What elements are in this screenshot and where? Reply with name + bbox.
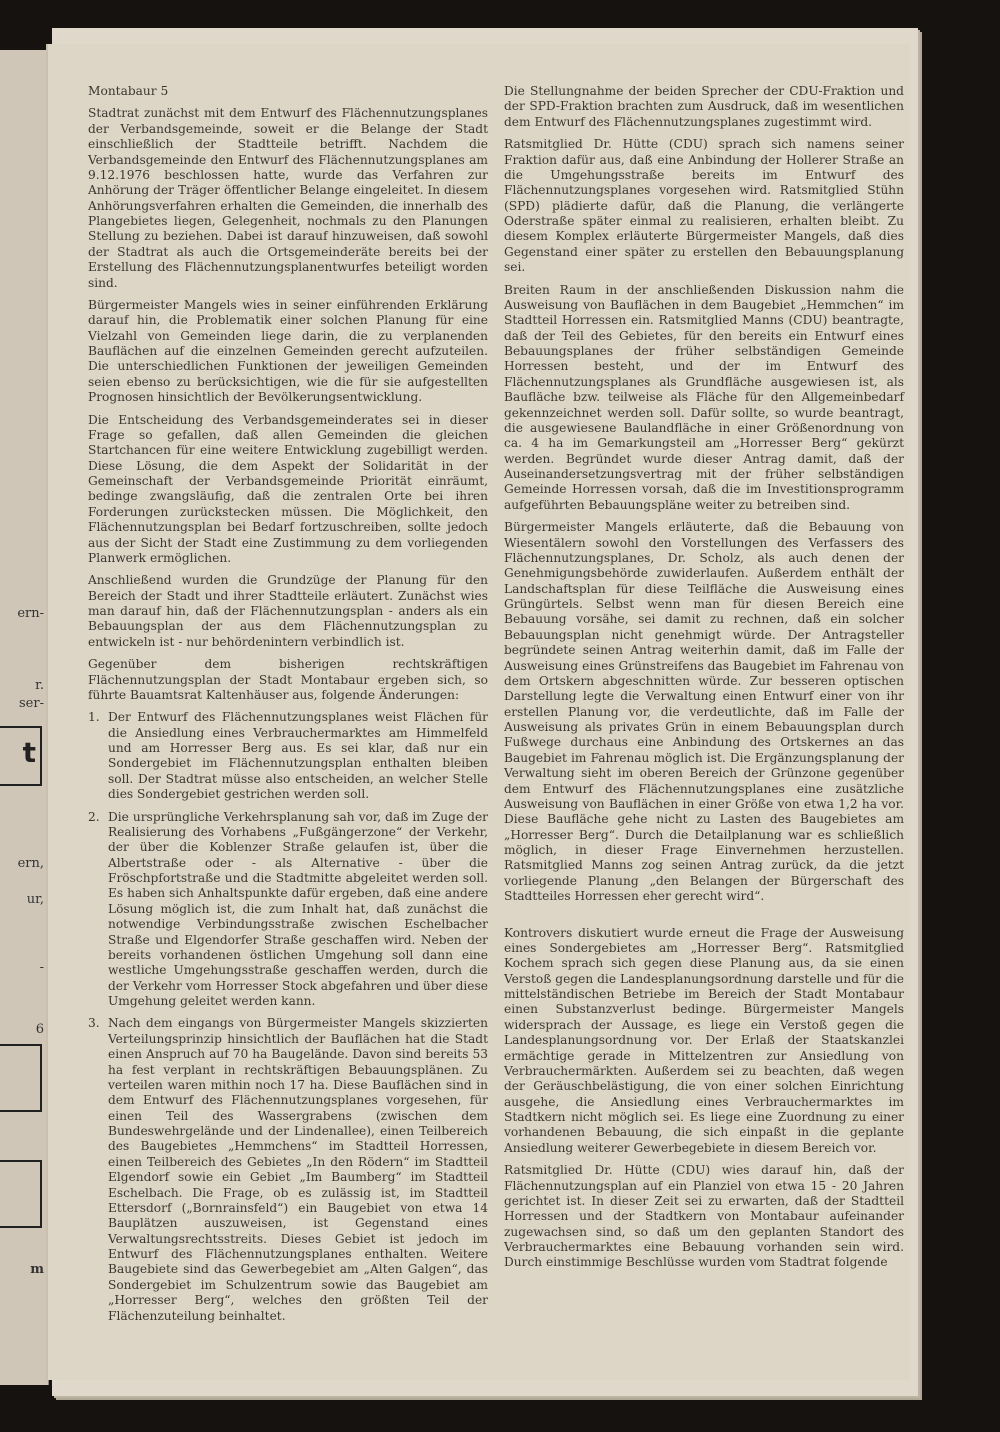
fragment-text: ur, [26, 892, 44, 907]
paragraph: Die Stellungnahme der beiden Sprecher der CDU-Fraktion und der SPD-Fraktion brachten zum Ausdruck, daß im wesentlichen dem Entwurf des Flächennutzungsplanes zugestimmt wird. [504, 84, 904, 129]
numbered-list [88, 710, 488, 1324]
fragment-text: ern, [17, 856, 44, 871]
item-text: Die ursprüngliche Verkehrsplanung sah vor, daß im Zuge der Realisierung des Vorhabens „Fußgängerzone“ der Verkehr, der über die Koblenzer Straße gelaufen ist, über die Albertstraße oder - als Alternative - über die Fröschpfortstraße und die Stadtmitte abgeleitet werden soll. Es haben sich Anhaltspunkte dafür ergeben, daß eine andere Lösung möglich ist, die zum Inhalt hat, daß zunächst die notwendige Verbindungsstraße zwischen Eschelbacher Straße und Elgendorfer Straße geschaffen wird. Neben der bereits vorhandenen östlichen Umgehung soll dann eine westliche Umgehungsstraße geschaffen werden, durch die der Verkehr vom Horresser Stock abgefahren und über diese Umgehung geleitet werden kann. [108, 809, 488, 1008]
fragment-text: 6 [35, 1022, 44, 1037]
adjacent-page-edge [0, 50, 49, 1385]
paragraph: Breiten Raum in der anschließenden Diskussion nahm die Ausweisung von Bauflächen in dem Baugebiet „Hemmchen“ im Stadtteil Horressen ein. Ratsmitglied Manns (CDU) beantragte, daß der Teil des Gebietes, für den bereits ein Entwurf eines Bebauungsplanes der früher selbständigen Gemeinde Horressen besteht, und der im Entwurf des Flächennutzungsplanes als Grundfläche ausgewiesen ist, als Baufläche bzw. teilweise als Fläche für den Allgemeinbedarf gekennzeichnet werden soll. Dafür sollte, so wurde beantragt, die ausgewiesene Baulandfläche in einer Größenordnung von ca. 4 ha im Gemarkungsteil am „Horresser Berg“ gekürzt werden. Begründet wurde dieser Antrag damit, daß der Auseinandersetzungsvertrag mit der früher selbständigen Gemeinde Horressen vorsah, daß die im Investitionsprogramm aufgeführten Bebauungspläne weiter zu betreiben sind. [504, 282, 904, 512]
box-frame [0, 1044, 42, 1112]
left-column [88, 84, 488, 1331]
item-text: Nach dem eingangs von Bürgermeister Mangels skizzierten Verteilungsprinzip hinsichtlich der Bauflächen hat die Stadt einen Anspruch auf 70 ha Baugelände. Davon sind bereits 53 ha fest verplant in rechtskräftigen Bebauungsplänen. Zu verteilen waren mithin noch 17 ha. Diese Bauflächen sind in dem Entwurf des Flächennutzungsplanes vorgesehen, für einen Teil des Wassergrabens (zwischen dem Bundeswehrgelände und der Lindenallee), einen Teilbereich des Baugebietes „Hemmchens“ im Stadtteil Horressen, einen Teilbereich des Gebietes „In den Rödern“ im Stadtteil Elgendorf sowie ein Gebiet „Im Baumberg“ im Stadtteil Eschelbach. Die Frage, ob es zulässig ist, im Stadtteil Ettersdorf („Bornrainsfeld“) ein Baugebiet von etwa 14 Bauplätzen auszuweisen, ist Gegenstand eines Verwaltungsrechtsstreits. Dieses Gebiet ist jedoch im Entwurf des Flächennutzungsplanes enthalten. Weitere Baugebiete sind das Gewerbegebiet am „Alten Galgen“, das Sondergebiet im Schulzentrum sowie das Baugebiet am „Horresser Berg“, welches den größten Teil der Flächenzuteilung beinhaltet. [108, 1016, 488, 1323]
paragraph: Ratsmitglied Dr. Hütte (CDU) wies darauf hin, daß der Flächennutzungsplan auf ein Planziel von etwa 15 - 20 Jahren gerichtet ist. In dieser Zeit sei zu erwarten, daß der Stadtteil Horressen und der Stadtkern von Montabaur aufeinander zugewachsen sind, so daß um den geplanten Standort des Verbrauchermarktes eine Bebauung vorhanden sein wird. Durch einstimmige Beschlüsse wurden vom Stadtrat folgende [504, 1163, 904, 1270]
fragment-text: r. [35, 678, 44, 693]
page-header: Montabaur 5 [88, 84, 169, 98]
item-number: 2. [88, 809, 100, 824]
list-item [88, 1016, 488, 1324]
paragraph: Stadtrat zunächst mit dem Entwurf des Flächennutzungsplanes der Verbandsgemeinde, soweit er die Belange der Stadt einschließlich der Stadtteile betrifft. Nachdem die Verbandsgemeinde den Entwurf des Flächennutzungsplanes am 9.12.1976 beschlossen hatte, wurde das Verfahren zur Anhörung der Träger öffentlicher Belange eingeleitet. In diesem Anhörungsverfahren erhalten die Gemeinden, die innerhalb des Plangebietes liegen, Gelegenheit, nochmals zu den Planungen Stellung zu beziehen. Dabei ist darauf hinzuweisen, daß sowohl der Stadtrat als auch die Ortsgemeinderäte bereits bei der Erstellung des Flächennutzungsplanentwurfes beteiligt worden sind. [88, 106, 488, 290]
fragment-text: ern- [17, 606, 44, 621]
item-number: 1. [88, 710, 100, 725]
paragraph: Anschließend wurden die Grundzüge der Planung für den Bereich der Stadt und ihrer Stadtteile erläutert. Zunächst wies man darauf hin, daß der Flächennutzungsplan - anders als ein Bebauungsplan der aus dem Flächennutzungsplan zu entwickeln ist - nur behördenintern verbindlich ist. [88, 573, 488, 649]
paragraph: Bürgermeister Mangels erläuterte, daß die Bebauung von Wiesentälern sowohl den Vorstellungen des Verfassers des Flächennutzungsplanes, Dr. Scholz, als auch denen der Genehmigungsbehörde zuwiderlaufen. Außerdem enthält der Landschaftsplan für diese Teilfläche die Ausweisung eines Grüngürtels. Selbst wenn man für diesen Bereich eine Bebauung vorsähe, sei damit zu rechnen, daß ein solcher Bebauungsplan nicht genehmigt würde. Der Antragsteller begründete seinen Antrag weiterhin damit, daß im Falle der Ausweisung eines Grünstreifens das Baugebiet im Fahrenau von dem Ortskern abgeschnitten würde. Zur besseren optischen Darstellung legte die Verwaltung einen Entwurf einer von ihr erstellen Planung vor, die verdeutlichte, daß im Falle der Ausweisung als privates Grün in einem Bebauungsplan durch Fußwege durchaus eine Anbindung des Ortskernes an das Baugebiet im Fahrenau möglich ist. Die Ergänzungsplanung der Verwaltung sieht im oberen Bereich der Grünzone gegenüber dem Entwurf des Flächennutzungsplanes eine zusätzliche Ausweisung von Bauflächen in einer Größe von etwa 1,2 ha vor. Diese Baufläche gehe nicht zu Lasten des Baugebietes am „Horresser Berg“. Durch die Detailplanung war es schließlich möglich, in dieser Frage Einvernehmen herzustellen. Ratsmitglied Manns zog seinen Antrag zurück, da die jetzt vorliegende Planung „den Belangen der Bürgerschaft des Stadtteiles Horressen eher gerecht wird“. [504, 520, 904, 904]
item-text: Der Entwurf des Flächennutzungsplanes weist Flächen für die Ansiedlung eines Verbrauchermarktes am Himmelfeld und am Horresser Berg aus. Es sei klar, daß nur ein Sondergebiet im Flächennutzungsplan enthalten bleiben soll. Der Stadtrat müsse also entscheiden, an welcher Stelle dies Sondergebiet gestrichen werden soll. [108, 710, 488, 802]
fragment-text: t [22, 736, 36, 769]
paragraph: Kontrovers diskutiert wurde erneut die Frage der Ausweisung eines Sondergebietes am „Horresser Berg“. Ratsmitglied Kochem sprach sich gegen diese Planung aus, da sie einen Verstoß gegen die Landesplanungsordnung darstelle und für die mittelständischen Betriebe im Bereich der Stadt Montabaur einen Substanzverlust bedinge. Bürgermeister Mangels widersprach der Aussage, es liege ein Verstoß gegen die Landesplanungsordnung vor. Der Erlaß der Staatskanzlei ermächtige gerade in Mittelzentren zur Ansiedlung von Verbrauchermärkten. Außerdem sei zu beachten, daß wegen der Geräuschbelästigung, die von einer solchen Einrichtung ausgehe, die Ansiedlung eines Verbrauchermarktes im Stadtkern nicht möglich sei. Es liege eine Zuordnung zu einer vorhandenen Bebauung, die sich einpaßt in die geplante Ansiedlung weiterer Gewerbegebiete in diesem Bereich vor. [504, 925, 904, 1155]
fragment-text: m [30, 1262, 44, 1277]
fragment-text: ser- [19, 696, 44, 711]
right-column [504, 84, 904, 1278]
list-item [88, 810, 488, 1010]
document-page [48, 44, 910, 1380]
list-item [88, 710, 488, 802]
paragraph: Bürgermeister Mangels wies in seiner einführenden Erklärung darauf hin, die Problematik einer solchen Planung für eine Vielzahl von Gemeinden liege darin, die zu verplanenden Bauflächen auf die einzelnen Gemeinden gerecht aufzuteilen. Die unterschiedlichen Funktionen der jeweiligen Gemeinden seien ebenso zu berücksichtigen, wie die für sie aufgestellten Prognosen hinsichtlich der Bevölkerungsentwicklung. [88, 297, 488, 405]
paragraph: Ratsmitglied Dr. Hütte (CDU) sprach sich namens seiner Fraktion dafür aus, daß eine Anbindung der Hollerer Straße an die Umgehungsstraße bereits im Entwurf des Flächennutzungsplanes vorgesehen wird. Ratsmitglied Stühn (SPD) plädierte dafür, daß die Planung, die verlängerte Oderstraße später einmal zu realisieren, erhalten bleibt. Zu diesem Komplex erläuterte Bürgermeister Mangels, daß dies Gegenstand einer später zu erstellen den Bebauungsplanung sei. [504, 137, 904, 275]
box-frame [0, 726, 42, 786]
paragraph: Die Entscheidung des Verbandsgemeinderates sei in dieser Frage so gefallen, daß allen Gemeinden die gleichen Startchancen für eine weitere Entwicklung zugebilligt werden. Diese Lösung, die dem Aspekt der Solidarität in der Gemeinschaft der Verbandsgemeinde Priorität einräumt, bedinge zwangsläufig, daß die zentralen Orte bei ihren Forderungen zurückstecken müssen. Die Möglichkeit, den Flächennutzungsplan bei Bedarf fortzuschreiben, sollte jedoch aus der Sicht der Stadt eine Zustimmung zu dem vorliegenden Planwerk ermöglichen. [88, 412, 488, 565]
box-frame [0, 1160, 42, 1228]
item-number: 3. [88, 1016, 100, 1031]
fragment-text: - [39, 960, 44, 975]
paragraph: Gegenüber dem bisherigen rechtskräftigen Flächennutzungsplan der Stadt Montabaur ergeben sich, so führte Bauamtsrat Kaltenhäuser aus, folgende Änderungen: [88, 657, 488, 702]
